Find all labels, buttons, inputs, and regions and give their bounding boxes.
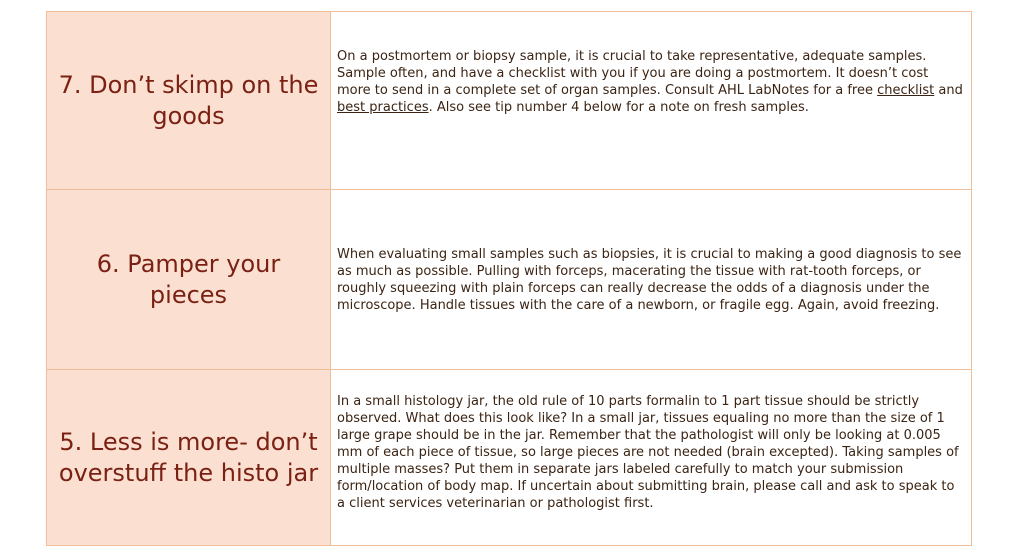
tip-body-5-text: In a small histology jar, the old rule of 10 parts formalin to 1 part tissue should be strictly observed. What does this look like? In a small jar, tissues equaling no more than the size of 1 large grape should be in the jar. Remember that the pathologist will only be looking at 0.005 mm of each piece of tissue, so large pieces are not needed (brain excepted). Taking samples of multiple masses? Put them in separate jars labeled carefully to match your submission form/location of body map. If uncertain about submitting brain, please call and ask to speak to a client services veterinarian or pathologist first. — [337, 394, 959, 511]
tip-body-7-text — [337, 48, 965, 116]
tips-table — [46, 11, 972, 546]
tip-heading-5: 5. Less is more- don’t overstuff the histo jar — [47, 370, 331, 546]
tip-body-7 — [331, 12, 972, 190]
tip-body-5 — [331, 370, 972, 546]
tip-body-6-text: When evaluating small samples such as biopsies, it is crucial to making a good diagnosis to see as much as possible. Pulling with forceps, macerating the tissue with rat-tooth forceps, or roughly squeezing with plain forceps can really decrease the odds of a diagnosis under the microscope. Handle tissues with the care of a newborn, or fragile egg. Again, avoid freezing. — [337, 246, 962, 313]
tip-body-7-part3: . Also see tip number 4 below for a note on fresh samples. — [428, 99, 809, 115]
best-practices-link[interactable]: best practices — [337, 99, 429, 115]
tip-row-7 — [47, 12, 972, 190]
checklist-link[interactable]: checklist — [877, 82, 935, 98]
tip-row-5 — [47, 370, 972, 546]
tip-row-6 — [47, 190, 972, 370]
tip-body-7-part1: On a postmortem or biopsy sample, it is crucial to take representative, adequate samples. Sample often, and have a checklist with you if you are doing a postmortem. It doesn’t cost more to send in a complete set of organ samples. Consult AHL LabNotes for a free — [337, 48, 929, 98]
tip-heading-7: 7. Don’t skimp on the goods — [47, 12, 331, 190]
tip-body-6 — [331, 190, 972, 370]
tip-heading-6: 6. Pamper your pieces — [47, 190, 331, 370]
tip-body-7-part2: and — [934, 82, 963, 98]
